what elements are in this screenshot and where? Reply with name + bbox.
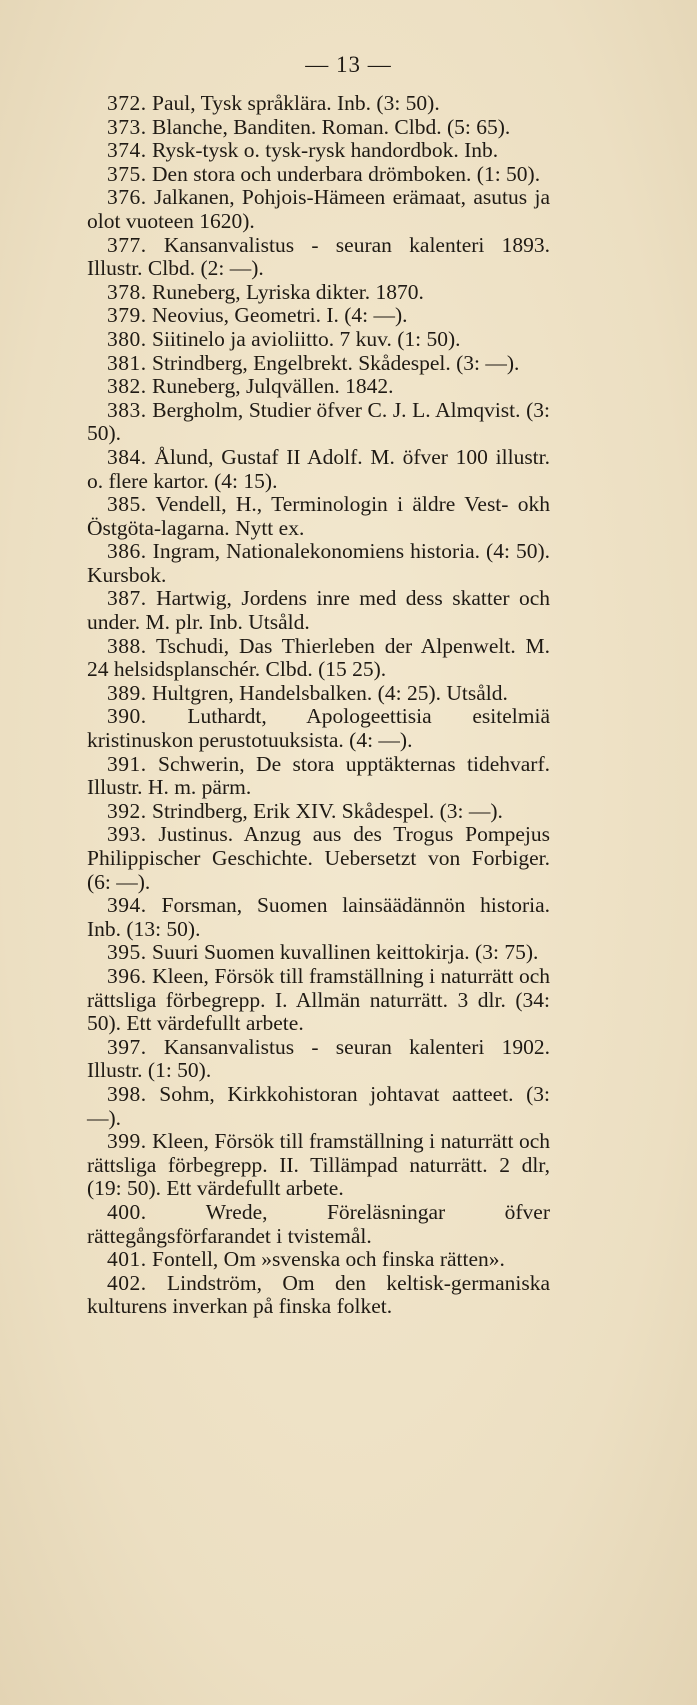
entry-number: 399. xyxy=(107,1129,147,1154)
catalog-entry xyxy=(87,1130,550,1201)
entry-text: Jalkanen, Pohjois-Hämeen erämaat, asutus ja olot vuoteen 1620). xyxy=(87,185,550,233)
entry-number: 401. xyxy=(107,1247,147,1272)
entry-text: Tschudi, Das Thierleben der Alpenwelt. M. 24 helsidsplanschér. Clbd. (15 25). xyxy=(87,633,550,682)
entry-text: Hultgren, Handelsbalken. (4: 25). Utsåld. xyxy=(152,680,508,705)
catalog-entry xyxy=(87,894,550,941)
catalog-entry xyxy=(87,328,550,352)
catalog-entry xyxy=(87,941,550,965)
catalog-entry xyxy=(87,753,550,800)
entry-number: 379. xyxy=(107,303,147,328)
entry-text: Wrede, Föreläsningar öfver rättegångsförfarandet i tvistemål. xyxy=(87,1199,550,1248)
entry-text: Ålund, Gustaf II Adolf. M. öfver 100 illustr. o. flere kartor. (4: 15). xyxy=(87,444,551,493)
entry-number: 377. xyxy=(107,232,147,257)
entry-text: Blanche, Banditen. Roman. Clbd. (5: 65). xyxy=(152,114,511,139)
entry-text: Runeberg, Julqvällen. 1842. xyxy=(152,374,394,399)
entry-text: Vendell, H., Terminologin i äldre Vest- okh Östgöta-lagarna. Nytt ex. xyxy=(87,492,550,540)
catalog-entry xyxy=(87,304,550,328)
catalog-entry xyxy=(87,281,550,305)
catalog-entry xyxy=(87,705,550,752)
catalog-entry xyxy=(87,116,550,140)
entry-text: Kleen, Försök till framställning i naturrätt och rättsliga förbegrepp. I. Allmän naturrätt. 3 dlr. (34: 50). Ett värdefullt arbete. xyxy=(87,963,550,1036)
entry-text: Hartwig, Jordens inre med dess skatter och under. M. plr. Inb. Utsåld. xyxy=(87,586,550,635)
catalog-entry xyxy=(87,1248,550,1272)
entry-text: Schwerin, De stora upptäkternas tidehvarf. Illustr. H. m. pärm. xyxy=(87,751,550,800)
catalog-entry xyxy=(87,1083,550,1130)
entry-number: 397. xyxy=(107,1034,147,1059)
entry-text: Siitinelo ja avioliitto. 7 kuv. (1: 50). xyxy=(152,326,461,351)
catalog-entry xyxy=(87,92,550,116)
entry-number: 402. xyxy=(107,1270,147,1295)
catalog-entry xyxy=(87,635,550,682)
catalog-entry xyxy=(87,186,550,233)
entry-text: Kansanvalistus - seuran kalenteri 1893. Illustr. Clbd. (2: —). xyxy=(87,232,551,281)
entry-number: 387. xyxy=(107,586,147,611)
entry-number: 385. xyxy=(107,492,147,517)
entry-number: 378. xyxy=(107,279,147,304)
entry-text: Neovius, Geometri. I. (4: —). xyxy=(152,303,408,328)
entry-number: 384. xyxy=(107,444,147,469)
catalog-entry xyxy=(87,352,550,376)
entry-text: Kleen, Försök till framställning i naturrätt och rättsliga förbegrepp. II. Tillämpad naturrätt. 2 dlr, (19: 50). Ett värdefullt arbete. xyxy=(87,1129,550,1201)
catalog-entry xyxy=(87,234,550,281)
catalog-entry xyxy=(87,823,550,894)
catalog-entry xyxy=(87,163,550,187)
entry-text: Ingram, Nationalekonomiens historia. (4: 50). Kursbok. xyxy=(87,539,550,587)
catalog-entry xyxy=(87,399,550,446)
entry-number: 394. xyxy=(107,893,147,918)
entry-number: 393. xyxy=(107,822,147,847)
catalog-entry xyxy=(87,493,550,540)
entry-text: Lindström, Om den keltisk-germaniska kulturens inverkan på finska folket. xyxy=(87,1270,551,1319)
entry-number: 374. xyxy=(107,138,147,163)
entry-number: 398. xyxy=(107,1081,147,1106)
entry-number: 376. xyxy=(107,185,147,210)
catalog-entry xyxy=(87,1036,550,1083)
catalog-entry xyxy=(87,1201,550,1248)
entry-text: Strindberg, Engelbrekt. Skådespel. (3: —). xyxy=(152,350,520,375)
entry-number: 395. xyxy=(107,940,147,965)
entry-text: Suuri Suomen kuvallinen keittokirja. (3: 75). xyxy=(152,940,539,965)
entry-number: 390. xyxy=(107,704,147,729)
entry-number: 375. xyxy=(107,161,147,186)
entry-text: Paul, Tysk språklära. Inb. (3: 50). xyxy=(152,91,440,115)
entry-list xyxy=(87,92,550,1319)
entry-number: 373. xyxy=(107,114,147,139)
entry-number: 382. xyxy=(107,374,147,399)
entry-text: Luthardt, Apologeettisia esitelmiä kristinuskon perustotuuksista. (4: —). xyxy=(87,704,550,753)
catalog-entry xyxy=(87,540,550,587)
entry-text: Kansanvalistus - seuran kalenteri 1902. Illustr. (1: 50). xyxy=(87,1034,551,1083)
entry-number: 389. xyxy=(107,680,147,705)
entry-number: 372. xyxy=(107,91,147,115)
entry-number: 380. xyxy=(107,326,147,351)
entry-text: Sohm, Kirkkohistoran johtavat aatteet. (3: —). xyxy=(87,1081,550,1130)
catalog-entry xyxy=(87,139,550,163)
entry-number: 386. xyxy=(107,539,147,564)
entry-text: Runeberg, Lyriska dikter. 1870. xyxy=(152,279,424,304)
entry-text: Justinus. Anzug aus des Trogus Pompejus Philippischer Geschichte. Uebersetzt von Forbiger. (6: —). xyxy=(87,822,550,894)
entry-text: Den stora och underbara drömboken. (1: 50). xyxy=(152,161,541,186)
entry-text: Strindberg, Erik XIV. Skådespel. (3: —). xyxy=(152,798,503,823)
catalog-entry xyxy=(87,800,550,824)
catalog-entry xyxy=(87,965,550,1036)
entry-number: 388. xyxy=(107,633,147,658)
catalog-entry xyxy=(87,375,550,399)
catalog-entry xyxy=(87,1272,550,1319)
entry-number: 396. xyxy=(107,963,147,988)
entry-number: 381. xyxy=(107,350,147,375)
entry-number: 400. xyxy=(107,1199,147,1224)
catalog-entry xyxy=(87,682,550,706)
entry-number: 383. xyxy=(107,397,147,422)
entry-number: 391. xyxy=(107,751,147,776)
entry-number: 392. xyxy=(107,798,147,823)
page-number: — 13 — xyxy=(305,52,392,77)
catalog-entry xyxy=(87,587,550,634)
catalog-entry xyxy=(87,446,550,493)
entry-text: Rysk-tysk o. tysk-rysk handordbok. Inb. xyxy=(152,138,499,163)
entry-text: Bergholm, Studier öfver C. J. L. Almqvist. (3: 50). xyxy=(87,397,550,446)
entry-text: Forsman, Suomen lainsäädännön historia. Inb. (13: 50). xyxy=(87,893,550,941)
entry-text: Fontell, Om »svenska och finska rätten». xyxy=(152,1247,505,1272)
